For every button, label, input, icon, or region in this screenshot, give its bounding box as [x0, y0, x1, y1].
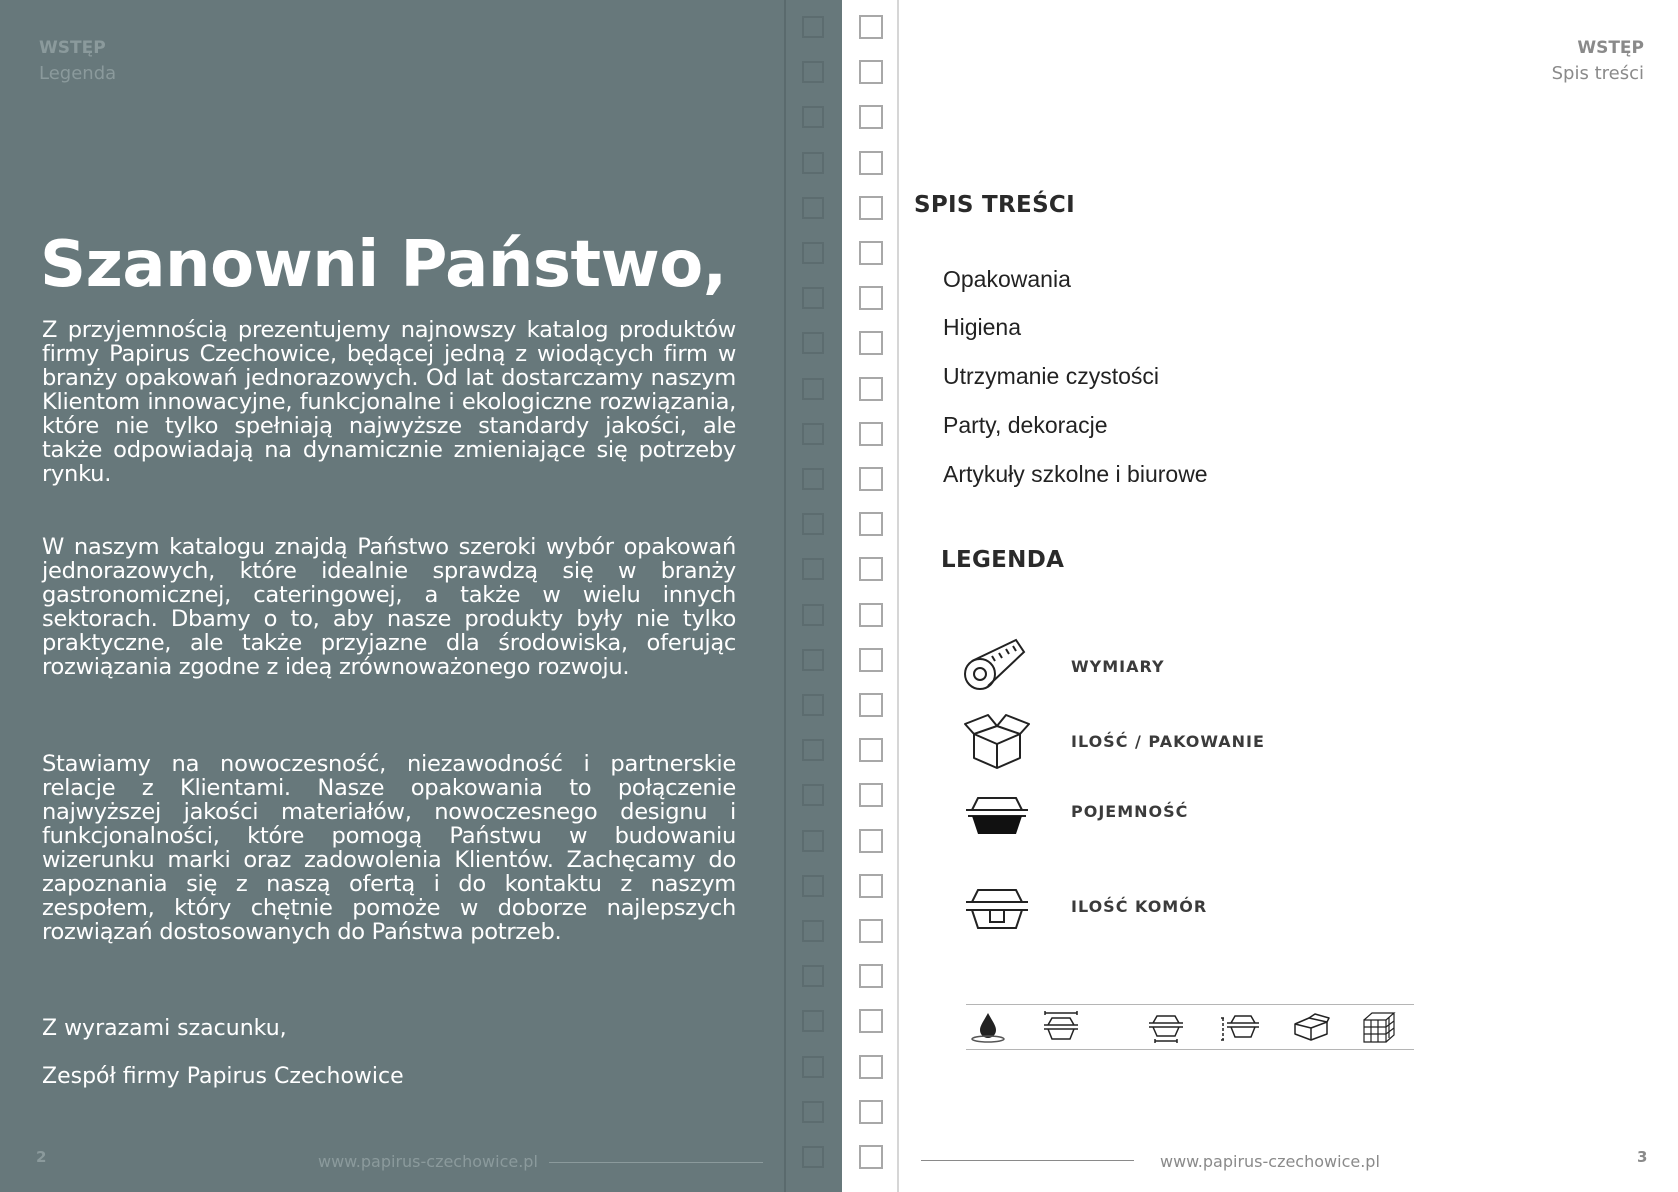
binding-hole-dark — [802, 332, 824, 354]
lidded-box-icon — [1291, 1010, 1331, 1044]
binding-hole-dark — [802, 152, 824, 174]
binding-hole-light — [859, 151, 883, 175]
icon-strip-top-rule — [966, 1004, 1414, 1005]
binding-hole-light — [859, 648, 883, 672]
binding-hole-light — [859, 196, 883, 220]
binding-hole-dark — [802, 875, 824, 897]
left-footer-url: www.papirus-czechowice.pl — [318, 1152, 538, 1171]
binding-hole-dark — [802, 739, 824, 761]
tape-measure-icon — [962, 634, 1032, 696]
greeting-heading: Szanowni Państwo, — [40, 228, 727, 302]
intro-paragraph-1: Z przyjemnością prezentujemy najnowszy katalog produktów firmy Papirus Czechowice, będącej jedną z wiodących firm w branży opakowań jednorazowych. Od lat dostarczamy naszym Klientom innowacyjne, funkcjonalne i ekologiczne rozwiązania, które nie tylko spełniają najwyższe standardy jakości, ale także odpowiadają na dynamicznie zmieniające się potrzeby rynku. — [42, 317, 736, 487]
binding-hole-dark — [802, 61, 824, 83]
container-base-icon — [1146, 1010, 1186, 1044]
binding-hole-dark — [802, 1146, 824, 1168]
toc-title: SPIS TREŚCI — [914, 192, 1075, 218]
legend-title: LEGENDA — [941, 547, 1065, 573]
binding-hole-dark — [802, 423, 824, 445]
cube-grid-icon — [1358, 1010, 1398, 1044]
right-section-label: WSTĘP — [1577, 38, 1644, 58]
intro-paragraph-3: Stawiamy na nowoczesność, niezawodność i partnerskie relacje z Klientami. Nasze opakowania to połączenie najwyższej jakości materiałów, nowoczesnego designu i funkcjonalności, które pomogą Państwu w budowaniu wizerunku marki oraz zadowolenia Klientów. Zachęcamy do zapoznania się z naszą ofertą i do kontaktu z naszym zespołem, który chętnie pomoże w doborze najlepszych rozwiązań dostosowanych do Państwa potrzeb. — [42, 751, 736, 945]
right-footer-url: www.papirus-czechowice.pl — [1160, 1152, 1380, 1171]
binding-hole-light — [859, 557, 883, 581]
binding-hole-dark — [802, 649, 824, 671]
binding-hole-light — [859, 467, 883, 491]
binding-hole-dark — [802, 106, 824, 128]
binding-hole-light — [859, 377, 883, 401]
binding-hole-light — [859, 603, 883, 627]
toc-item-opakowania[interactable]: Opakowania — [943, 266, 1071, 292]
toc-item-artykuly-szkolne[interactable]: Artykuły szkolne i biurowe — [943, 461, 1208, 487]
binding-hole-light — [859, 60, 883, 84]
container-width-icon — [1041, 1010, 1081, 1044]
legend-label-pojemnosc: POJEMNOŚĆ — [1071, 802, 1189, 821]
filled-container-icon — [962, 786, 1032, 848]
binding-hole-light — [859, 512, 883, 536]
binding-hole-dark — [802, 242, 824, 264]
binding-hole-light — [859, 241, 883, 265]
legend-label-wymiary: WYMIARY — [1071, 657, 1165, 676]
binding-hole-light — [859, 1055, 883, 1079]
right-subsection-label: Spis treści — [1551, 63, 1644, 84]
binding-hole-light — [859, 693, 883, 717]
binding-hole-dark — [802, 1056, 824, 1078]
legend-label-ilosc-komor: ILOŚĆ KOMÓR — [1071, 897, 1208, 916]
binding-hole-dark — [802, 920, 824, 942]
binding-hole-light — [859, 874, 883, 898]
binding-hole-light — [859, 1009, 883, 1033]
legend-label-ilosc-pakowanie: ILOŚĆ / PAKOWANIE — [1071, 732, 1265, 751]
binding-hole-light — [859, 1145, 883, 1169]
spine-shadow — [784, 0, 786, 1192]
binding-hole-light — [859, 964, 883, 988]
binding-hole-dark — [802, 830, 824, 852]
binding-hole-light — [859, 829, 883, 853]
left-footer-rule — [549, 1162, 763, 1163]
binding-hole-dark — [802, 16, 824, 38]
binding-hole-light — [859, 1100, 883, 1124]
binding-hole-dark — [802, 784, 824, 806]
spine-line — [897, 0, 899, 1192]
left-section-label: WSTĘP — [39, 38, 106, 58]
container-height-icon — [1221, 1010, 1261, 1044]
intro-paragraph-2: W naszym katalogu znajdą Państwo szeroki wybór opakowań jednorazowych, które idealnie sprawdzą się w branży gastronomicznej, cateringowej, a także w wielu innych sektorach. Dbamy o to, aby nasze produkty były nie tylko praktyczne, ale także przyjazne dla środowiska, oferując rozwiązania zgodne z ideą zrównoważonego rozwoju. — [42, 534, 736, 680]
right-page-number: 3 — [1637, 1148, 1648, 1166]
binding-hole-light — [859, 783, 883, 807]
signature-line: Zespół firmy Papirus Czechowice — [42, 1064, 404, 1089]
binding-hole-dark — [802, 965, 824, 987]
binding-hole-dark — [802, 197, 824, 219]
right-footer-rule — [921, 1160, 1134, 1161]
binding-hole-dark — [802, 378, 824, 400]
binding-hole-dark — [802, 513, 824, 535]
binding-hole-dark — [802, 558, 824, 580]
open-box-icon — [962, 708, 1032, 770]
binding-hole-dark — [802, 604, 824, 626]
binding-hole-dark — [802, 1010, 824, 1032]
binding-hole-dark — [802, 287, 824, 309]
compartment-container-icon — [962, 878, 1032, 940]
binding-hole-light — [859, 331, 883, 355]
binding-hole-dark — [802, 468, 824, 490]
binding-hole-light — [859, 738, 883, 762]
closing-line: Z wyrazami szacunku, — [42, 1016, 287, 1041]
binding-hole-light — [859, 286, 883, 310]
water-drop-icon — [968, 1010, 1008, 1044]
toc-item-party-dekoracje[interactable]: Party, dekoracje — [943, 412, 1108, 438]
binding-hole-dark — [802, 1101, 824, 1123]
left-page-number: 2 — [36, 1148, 47, 1166]
binding-hole-light — [859, 15, 883, 39]
toc-item-higiena[interactable]: Higiena — [943, 314, 1021, 340]
icon-strip-bottom-rule — [966, 1049, 1414, 1050]
binding-hole-light — [859, 422, 883, 446]
binding-hole-dark — [802, 694, 824, 716]
toc-item-utrzymanie-czystosci[interactable]: Utrzymanie czystości — [943, 363, 1159, 389]
binding-hole-light — [859, 919, 883, 943]
left-subsection-label: Legenda — [39, 63, 117, 84]
binding-hole-light — [859, 105, 883, 129]
